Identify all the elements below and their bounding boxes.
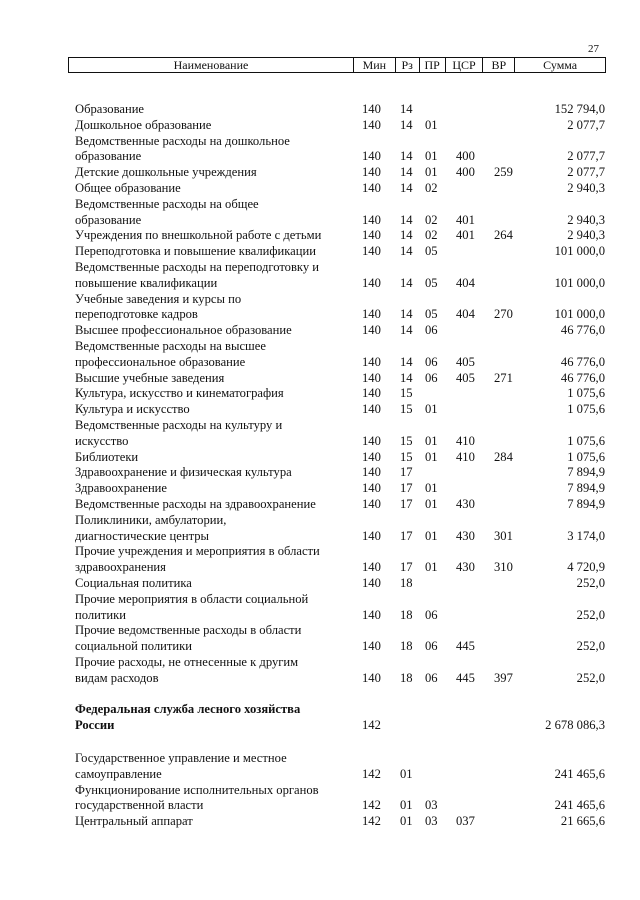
row-csr: 430 xyxy=(456,528,475,543)
table-row xyxy=(75,197,605,229)
row-name: Ведомственные расходы на высшее профессиональное образование xyxy=(75,338,266,369)
table-row xyxy=(75,371,605,387)
row-vr: 310 xyxy=(494,560,513,575)
row-name: Детские дошкольные учреждения xyxy=(75,165,257,180)
table-row xyxy=(75,323,605,339)
row-sum: 2 678 086,3 xyxy=(545,718,605,733)
row-rz: 15 xyxy=(400,433,413,448)
row-min: 140 xyxy=(362,575,381,590)
row-rz: 14 xyxy=(400,180,413,195)
row-name: Образование xyxy=(75,102,145,116)
row-name: Социальная политика xyxy=(75,575,192,590)
row-csr: 410 xyxy=(456,433,475,448)
row-pr: 06 xyxy=(425,607,438,622)
row-pr: 05 xyxy=(425,307,438,322)
row-name: Прочие учреждения и мероприятия в области здравоохранения xyxy=(75,544,320,575)
row-rz: 17 xyxy=(400,481,413,496)
row-min: 140 xyxy=(362,275,381,290)
row-rz: 14 xyxy=(400,102,413,116)
row-sum: 152 794,0 xyxy=(554,102,605,116)
row-min: 140 xyxy=(362,607,381,622)
row-csr: 400 xyxy=(456,165,475,180)
row-sum: 7 894,9 xyxy=(567,496,605,511)
table-row xyxy=(75,481,605,497)
header-min: Мин xyxy=(354,58,396,72)
row-name: Библиотеки xyxy=(75,449,139,464)
row-name: Государственное управление и местное самоуправление xyxy=(75,751,287,781)
row-min: 140 xyxy=(362,117,381,132)
table-row xyxy=(75,418,605,450)
row-csr: 037 xyxy=(456,814,475,829)
row-vr: 397 xyxy=(494,670,513,685)
table-row xyxy=(75,751,605,783)
row-name: Федеральная служба лесного хозяйства России xyxy=(75,702,301,733)
row-pr: 01 xyxy=(425,496,438,511)
row-pr: 01 xyxy=(425,528,438,543)
row-sum: 101 000,0 xyxy=(554,275,605,290)
table-row xyxy=(75,655,605,687)
row-csr: 404 xyxy=(456,275,475,290)
header-rz: Рз xyxy=(396,58,420,72)
table-row xyxy=(75,402,605,418)
row-vr: 264 xyxy=(494,228,513,243)
row-vr: 301 xyxy=(494,528,513,543)
row-rz: 14 xyxy=(400,149,413,164)
row-min: 140 xyxy=(362,102,381,116)
row-csr: 430 xyxy=(456,560,475,575)
row-sum: 2 940,3 xyxy=(567,212,605,227)
header-name: Наименование xyxy=(69,58,354,72)
row-sum: 101 000,0 xyxy=(554,307,605,322)
row-sum: 21 665,6 xyxy=(560,814,605,829)
table-row xyxy=(75,814,605,830)
row-min: 140 xyxy=(362,670,381,685)
row-min: 142 xyxy=(362,798,381,813)
row-name: Ведомственные расходы на культуру и искусство xyxy=(75,417,283,448)
table-header xyxy=(68,57,606,73)
row-sum: 7 894,9 xyxy=(567,481,605,496)
row-min: 140 xyxy=(362,560,381,575)
row-min: 142 xyxy=(362,766,381,781)
row-sum: 2 940,3 xyxy=(567,228,605,243)
row-sum: 252,0 xyxy=(576,639,605,654)
row-rz: 14 xyxy=(400,370,413,385)
table-row xyxy=(75,339,605,371)
row-csr: 445 xyxy=(456,639,475,654)
row-sum: 4 720,9 xyxy=(567,560,605,575)
row-sum: 1 075,6 xyxy=(567,386,605,401)
row-rz: 15 xyxy=(400,449,413,464)
row-sum: 252,0 xyxy=(576,575,605,590)
row-csr: 405 xyxy=(456,354,475,369)
row-min: 140 xyxy=(362,639,381,654)
row-rz: 14 xyxy=(400,228,413,243)
row-pr: 05 xyxy=(425,275,438,290)
row-csr: 401 xyxy=(456,228,475,243)
row-pr: 01 xyxy=(425,402,438,417)
row-pr: 03 xyxy=(425,814,438,829)
table-row xyxy=(75,513,605,545)
row-pr: 01 xyxy=(425,149,438,164)
row-rz: 14 xyxy=(400,275,413,290)
row-sum: 7 894,9 xyxy=(567,465,605,480)
row-sum: 252,0 xyxy=(576,670,605,685)
row-rz: 14 xyxy=(400,354,413,369)
row-rz: 14 xyxy=(400,117,413,132)
row-min: 140 xyxy=(362,528,381,543)
row-rz: 17 xyxy=(400,528,413,543)
table-row xyxy=(75,450,605,466)
row-rz: 14 xyxy=(400,323,413,338)
row-rz: 17 xyxy=(400,560,413,575)
row-name: Функционирование исполнительных органов государственной власти xyxy=(75,782,319,813)
row-min: 140 xyxy=(362,402,381,417)
row-rz: 17 xyxy=(400,496,413,511)
row-sum: 241 465,6 xyxy=(554,798,605,813)
row-min: 140 xyxy=(362,496,381,511)
row-name: Переподготовка и повышение квалификации xyxy=(75,244,316,259)
table-row xyxy=(75,292,605,324)
table-row xyxy=(75,592,605,624)
header-vr: ВР xyxy=(483,58,515,72)
header-pr: ПР xyxy=(420,58,446,72)
row-name: Прочие ведомственные расходы в области социальной политики xyxy=(75,623,302,654)
table-row xyxy=(75,134,605,166)
row-name: Здравоохранение и физическая культура xyxy=(75,465,292,480)
row-pr: 06 xyxy=(425,639,438,654)
table-row xyxy=(75,544,605,576)
row-rz: 15 xyxy=(400,386,413,401)
table-row xyxy=(75,623,605,655)
row-name: Прочие мероприятия в области социальной политики xyxy=(75,591,309,622)
table-row xyxy=(75,165,605,181)
row-min: 140 xyxy=(362,449,381,464)
row-pr: 01 xyxy=(425,481,438,496)
row-min: 140 xyxy=(362,481,381,496)
header-csr: ЦСР xyxy=(446,58,484,72)
table-row xyxy=(75,702,605,734)
row-min: 140 xyxy=(362,465,381,480)
row-rz: 01 xyxy=(400,798,413,813)
row-min: 140 xyxy=(362,433,381,448)
row-min: 142 xyxy=(362,814,381,829)
row-rz: 18 xyxy=(400,639,413,654)
row-pr: 02 xyxy=(425,212,438,227)
table-row xyxy=(75,260,605,292)
row-sum: 1 075,6 xyxy=(567,402,605,417)
row-sum: 2 077,7 xyxy=(567,149,605,164)
row-csr: 445 xyxy=(456,670,475,685)
row-vr: 284 xyxy=(494,449,513,464)
row-pr: 01 xyxy=(425,165,438,180)
row-name: Прочие расходы, не отнесенные к другим видам расходов xyxy=(75,654,299,685)
row-csr: 430 xyxy=(456,496,475,511)
row-min: 140 xyxy=(362,180,381,195)
row-name: Высшие учебные заведения xyxy=(75,370,225,385)
row-min: 140 xyxy=(362,323,381,338)
row-vr: 271 xyxy=(494,370,513,385)
row-pr: 06 xyxy=(425,370,438,385)
row-name: Учреждения по внешкольной работе с детьми xyxy=(75,228,322,243)
row-rz: 15 xyxy=(400,402,413,417)
row-name: Ведомственные расходы на общее образование xyxy=(75,196,259,227)
row-csr: 405 xyxy=(456,370,475,385)
row-sum: 241 465,6 xyxy=(554,766,605,781)
table-body xyxy=(75,102,605,830)
table-row xyxy=(75,497,605,513)
row-name: Поликлиники, амбулатории, диагностические центры xyxy=(75,512,227,543)
table-row xyxy=(75,783,605,815)
row-min: 140 xyxy=(362,228,381,243)
row-name: Культура, искусство и кинематография xyxy=(75,386,284,401)
row-min: 140 xyxy=(362,386,381,401)
row-rz: 01 xyxy=(400,766,413,781)
table-row xyxy=(75,118,605,134)
row-pr: 01 xyxy=(425,449,438,464)
row-sum: 46 776,0 xyxy=(560,323,605,338)
row-pr: 05 xyxy=(425,244,438,259)
row-name: Ведомственные расходы на переподготовку и повышение квалификации xyxy=(75,259,320,290)
header-sum: Сумма xyxy=(543,58,578,72)
row-sum: 3 174,0 xyxy=(567,528,605,543)
row-min: 140 xyxy=(362,244,381,259)
row-rz: 14 xyxy=(400,307,413,322)
table-row xyxy=(75,228,605,244)
row-rz: 14 xyxy=(400,212,413,227)
row-name: Ведомственные расходы на здравоохранение xyxy=(75,496,316,511)
row-name: Общее образование xyxy=(75,180,181,195)
row-name: Центральный аппарат xyxy=(75,814,193,829)
row-name: Ведомственные расходы на дошкольное образование xyxy=(75,133,290,164)
row-sum: 1 075,6 xyxy=(567,433,605,448)
row-pr: 01 xyxy=(425,117,438,132)
table-row xyxy=(75,102,605,118)
row-csr: 401 xyxy=(456,212,475,227)
row-sum: 2 940,3 xyxy=(567,180,605,195)
row-rz: 14 xyxy=(400,244,413,259)
row-pr: 06 xyxy=(425,354,438,369)
row-name: Здравоохранение xyxy=(75,481,168,496)
row-sum: 252,0 xyxy=(576,607,605,622)
table-row xyxy=(75,576,605,592)
row-min: 140 xyxy=(362,354,381,369)
row-pr: 06 xyxy=(425,323,438,338)
row-name: Культура и искусство xyxy=(75,402,190,417)
row-rz: 18 xyxy=(400,575,413,590)
row-rz: 18 xyxy=(400,607,413,622)
row-sum: 1 075,6 xyxy=(567,449,605,464)
row-min: 140 xyxy=(362,212,381,227)
row-name: Высшее профессиональное образование xyxy=(75,323,292,338)
table-row xyxy=(75,244,605,260)
row-min: 140 xyxy=(362,307,381,322)
row-csr: 400 xyxy=(456,149,475,164)
row-rz: 17 xyxy=(400,465,413,480)
row-rz: 01 xyxy=(400,814,413,829)
row-min: 142 xyxy=(362,718,381,733)
row-sum: 2 077,7 xyxy=(567,117,605,132)
row-min: 140 xyxy=(362,370,381,385)
row-sum: 46 776,0 xyxy=(560,354,605,369)
row-sum: 2 077,7 xyxy=(567,165,605,180)
row-sum: 101 000,0 xyxy=(554,244,605,259)
row-pr: 02 xyxy=(425,180,438,195)
row-csr: 404 xyxy=(456,307,475,322)
row-min: 140 xyxy=(362,165,381,180)
row-pr: 03 xyxy=(425,798,438,813)
row-pr: 06 xyxy=(425,670,438,685)
row-rz: 14 xyxy=(400,165,413,180)
row-name: Дошкольное образование xyxy=(75,117,212,132)
row-csr: 410 xyxy=(456,449,475,464)
row-vr: 270 xyxy=(494,307,513,322)
row-vr: 259 xyxy=(494,165,513,180)
table-row xyxy=(75,181,605,197)
row-sum: 46 776,0 xyxy=(560,370,605,385)
row-pr: 01 xyxy=(425,433,438,448)
page-number: 27 xyxy=(588,43,599,55)
row-pr: 02 xyxy=(425,228,438,243)
table-row xyxy=(75,386,605,402)
row-rz: 18 xyxy=(400,670,413,685)
row-min: 140 xyxy=(362,149,381,164)
row-name: Учебные заведения и курсы по переподготовке кадров xyxy=(75,291,242,322)
table-row xyxy=(75,465,605,481)
row-pr: 01 xyxy=(425,560,438,575)
